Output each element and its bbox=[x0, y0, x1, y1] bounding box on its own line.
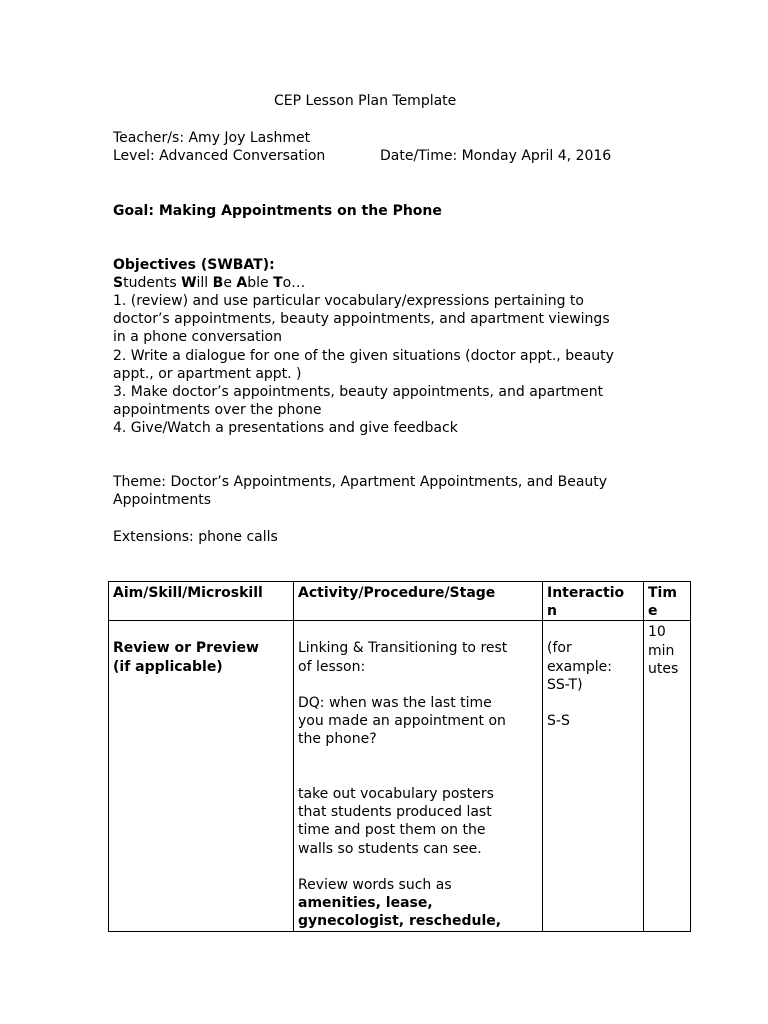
table-row bbox=[109, 621, 691, 931]
theme-line: Theme: Doctor’s Appointments, Apartment Appointments, and Beauty bbox=[113, 474, 608, 490]
activity-cell: Linking & Transitioning to rest of lesson: DQ: when was the last time you made an appointment on the phone? take out vocabulary posters that students produced last time and post them on the walls so students can see. Review words such as amenities, lease, gynecologist, reschedule, bbox=[294, 621, 543, 931]
objective-line: 2. Write a dialogue for one of the given situations (doctor appt., beauty bbox=[113, 347, 614, 364]
teacher-line: Teacher/s: Amy Joy Lashmet bbox=[113, 130, 311, 146]
swbat-initial: B bbox=[212, 275, 224, 291]
objective-line: doctor’s appointments, beauty appointments, and apartment viewings bbox=[113, 311, 610, 328]
datetime-line: Date/Time: Monday April 4, 2016 bbox=[380, 148, 612, 164]
lesson-table bbox=[108, 581, 691, 932]
objective-line: appointments over the phone bbox=[113, 402, 322, 419]
theme-block bbox=[113, 473, 607, 509]
swbat-rest: ble bbox=[247, 275, 274, 291]
swbat-expansion bbox=[113, 274, 305, 292]
swbat-initial: S bbox=[113, 275, 124, 291]
header-activity: Activity/Procedure/Stage bbox=[294, 582, 543, 621]
swbat-rest: ill bbox=[196, 275, 213, 291]
swbat-rest: e bbox=[223, 275, 237, 291]
swbat-rest: o… bbox=[282, 275, 306, 291]
interaction-cell: (for example: SS-T) S-S bbox=[543, 621, 644, 931]
header-time: Tim e bbox=[644, 582, 691, 621]
objective-line: 3. Make doctor’s appointments, beauty appointments, and apartment bbox=[113, 384, 604, 401]
aim-cell: Review or Preview (if applicable) bbox=[109, 621, 294, 931]
table-header-row bbox=[109, 582, 691, 621]
extensions-line: Extensions: phone calls bbox=[113, 529, 278, 545]
header-aim: Aim/Skill/Microskill bbox=[109, 582, 294, 621]
swbat-rest: tudents bbox=[123, 275, 182, 291]
objectives-list bbox=[113, 292, 614, 438]
document-title: CEP Lesson Plan Template bbox=[274, 93, 457, 109]
level-line: Level: Advanced Conversation bbox=[113, 148, 326, 164]
time-cell: 10 min utes bbox=[644, 621, 691, 931]
swbat-initial: T bbox=[273, 275, 283, 291]
objective-line: 1. (review) and use particular vocabulary/expressions pertaining to bbox=[113, 293, 584, 309]
header-interaction: Interactio n bbox=[543, 582, 644, 621]
objective-line: in a phone conversation bbox=[113, 329, 282, 346]
objective-line: 4. Give/Watch a presentations and give feedback bbox=[113, 420, 458, 437]
objectives-heading: Objectives (SWBAT): bbox=[113, 257, 275, 273]
theme-line: Appointments bbox=[113, 492, 212, 509]
swbat-initial: W bbox=[181, 275, 197, 291]
goal-heading: Goal: Making Appointments on the Phone bbox=[113, 203, 442, 219]
swbat-initial: A bbox=[236, 275, 248, 291]
objective-line: appt., or apartment appt. ) bbox=[113, 365, 302, 382]
